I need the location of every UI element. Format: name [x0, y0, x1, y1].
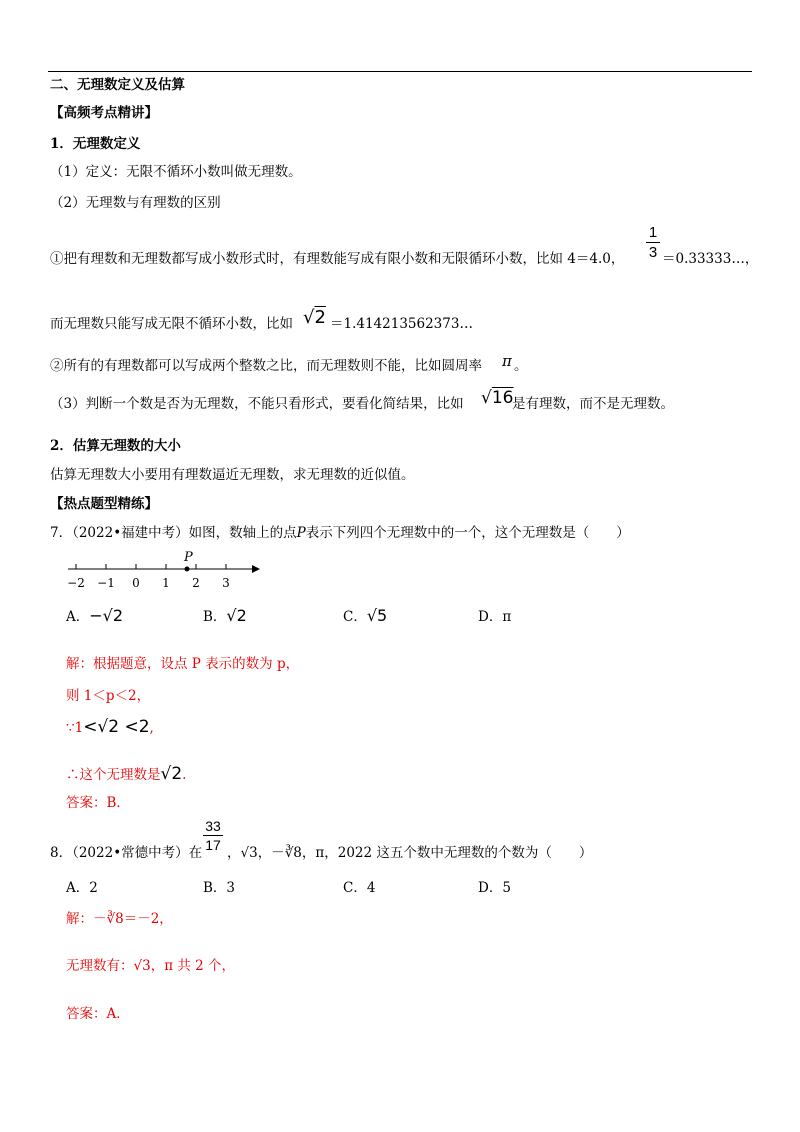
q8-option-d: D．5	[478, 880, 511, 896]
fraction-numerator: 33	[205, 818, 221, 834]
point-one-text: ①把有理数和无理数都写成小数形式时，有理数能写成有限小数和无限循环小数，比如 4＝4.0，	[50, 251, 625, 267]
q7-option-a-value: −√2	[89, 606, 124, 625]
q7-solution-line-4-period: .	[182, 767, 187, 783]
fraction-33-17	[203, 818, 223, 853]
arrow-right-icon	[252, 565, 260, 573]
point-p-marker	[185, 567, 190, 572]
q8-option-c: C．4	[343, 880, 376, 896]
number-line-ticks	[67, 564, 230, 590]
fraction-numerator: 1	[648, 224, 658, 241]
q8-option-b: B．3	[203, 880, 236, 896]
q8-option-a: A．2	[66, 880, 98, 896]
sqrt-16-radicand: 16	[491, 388, 514, 408]
because-symbol: ∵1	[66, 720, 84, 736]
q7-option-c-value: √5	[366, 606, 388, 625]
definition-line: （1）定义：无限不循环小数叫做无理数。	[50, 164, 302, 180]
point-three-tail: 是有理数，而不是无理数。	[512, 396, 674, 412]
q8-solution-line-2: 无理数有：√3，π 共 2 个，	[66, 958, 236, 974]
fraction-one-third	[646, 224, 660, 261]
point-one-tail: ＝0.33333…，	[662, 251, 759, 267]
tick-label: 1	[162, 576, 170, 590]
q7-solution-line-1: 解：根据题意，设点 P 表示的数为 p，	[66, 656, 300, 672]
q7-option-b	[203, 605, 247, 625]
inequality-expression: <√2 <2	[83, 717, 150, 737]
q7-option-d: D．π	[478, 609, 512, 625]
tick-label: −1	[97, 576, 115, 590]
section-title: 二、无理数定义及估算	[50, 77, 185, 93]
q7-stem-pre: 7．（2022•福建中考）如图，数轴上的点	[50, 525, 297, 541]
point-one-continued: 而无理数只能写成无限不循环小数，比如	[50, 316, 293, 332]
q7-stem-p: P	[296, 525, 306, 541]
tick-label: 3	[222, 576, 230, 590]
q7-option-c-label: C．	[343, 609, 367, 625]
fraction-bar	[646, 242, 660, 243]
heading-estimation: 2．估算无理数的大小	[50, 438, 181, 454]
q7-option-b-value: √2	[226, 606, 247, 625]
q8-stem-pre: 8．（2022•常德中考）在	[50, 845, 203, 861]
sqrt-2-decimal: ＝1.414213562373…	[330, 316, 473, 332]
tick-label: 0	[132, 576, 140, 590]
q7-solution-line-3	[66, 718, 154, 737]
fraction-bar	[203, 835, 223, 836]
q7-option-a-label: A．	[66, 609, 90, 625]
therefore-text: ∴这个无理数是	[66, 767, 161, 783]
point-two-tail: 。	[514, 358, 528, 374]
sqrt-2-expression: √2	[303, 307, 326, 328]
practice-label: 【热点题型精练】	[50, 496, 158, 512]
answer-sqrt-2: √2	[160, 764, 183, 784]
q7-option-a	[66, 605, 123, 625]
heading-definition: 1．无理数定义	[50, 136, 141, 152]
tick-label: −2	[67, 576, 85, 590]
point-p-label: P	[184, 550, 193, 565]
point-two-text: ②所有的有理数都可以写成两个整数之比，而无理数则不能，比如圆周率	[50, 358, 482, 374]
sqrt-16-expression: √16	[481, 388, 514, 408]
point-three-text: （3）判断一个数是否为无理数，不能只看形式，要看化简结果，比如	[50, 396, 464, 412]
focus-label: 【高频考点精讲】	[50, 105, 158, 121]
fraction-denominator: 3	[648, 244, 658, 261]
pi-symbol: π	[502, 352, 512, 370]
q7-option-c	[343, 605, 387, 625]
q7-solution-line-3-comma: ,	[149, 720, 154, 736]
q7-solution-line-2: 则 1＜p＜2，	[66, 688, 151, 704]
q8-answer: 答案：A．	[66, 1006, 130, 1022]
q7-option-b-label: B．	[203, 609, 227, 625]
q8-solution-line-1: 解：－∛8＝－2，	[66, 911, 173, 927]
q7-stem	[50, 524, 630, 542]
q7-solution-line-4	[66, 765, 186, 784]
difference-line: （2）无理数与有理数的区别	[50, 195, 221, 211]
number-line	[60, 545, 270, 595]
sqrt-2-radicand: 2	[314, 307, 326, 328]
estimation-line: 估算无理数大小要用有理数逼近无理数，求无理数的近似值。	[50, 467, 415, 483]
fraction-denominator: 17	[205, 837, 221, 853]
tick-label: 2	[192, 576, 200, 590]
top-rule	[48, 71, 752, 72]
q7-answer: 答案：B．	[66, 795, 130, 811]
q7-stem-post: 表示下列四个无理数中的一个，这个无理数是（ ）	[305, 525, 630, 541]
q8-stem-rest: ，√3，－∛8，π，2022 这五个数中无理数的个数为（ ）	[227, 845, 593, 861]
